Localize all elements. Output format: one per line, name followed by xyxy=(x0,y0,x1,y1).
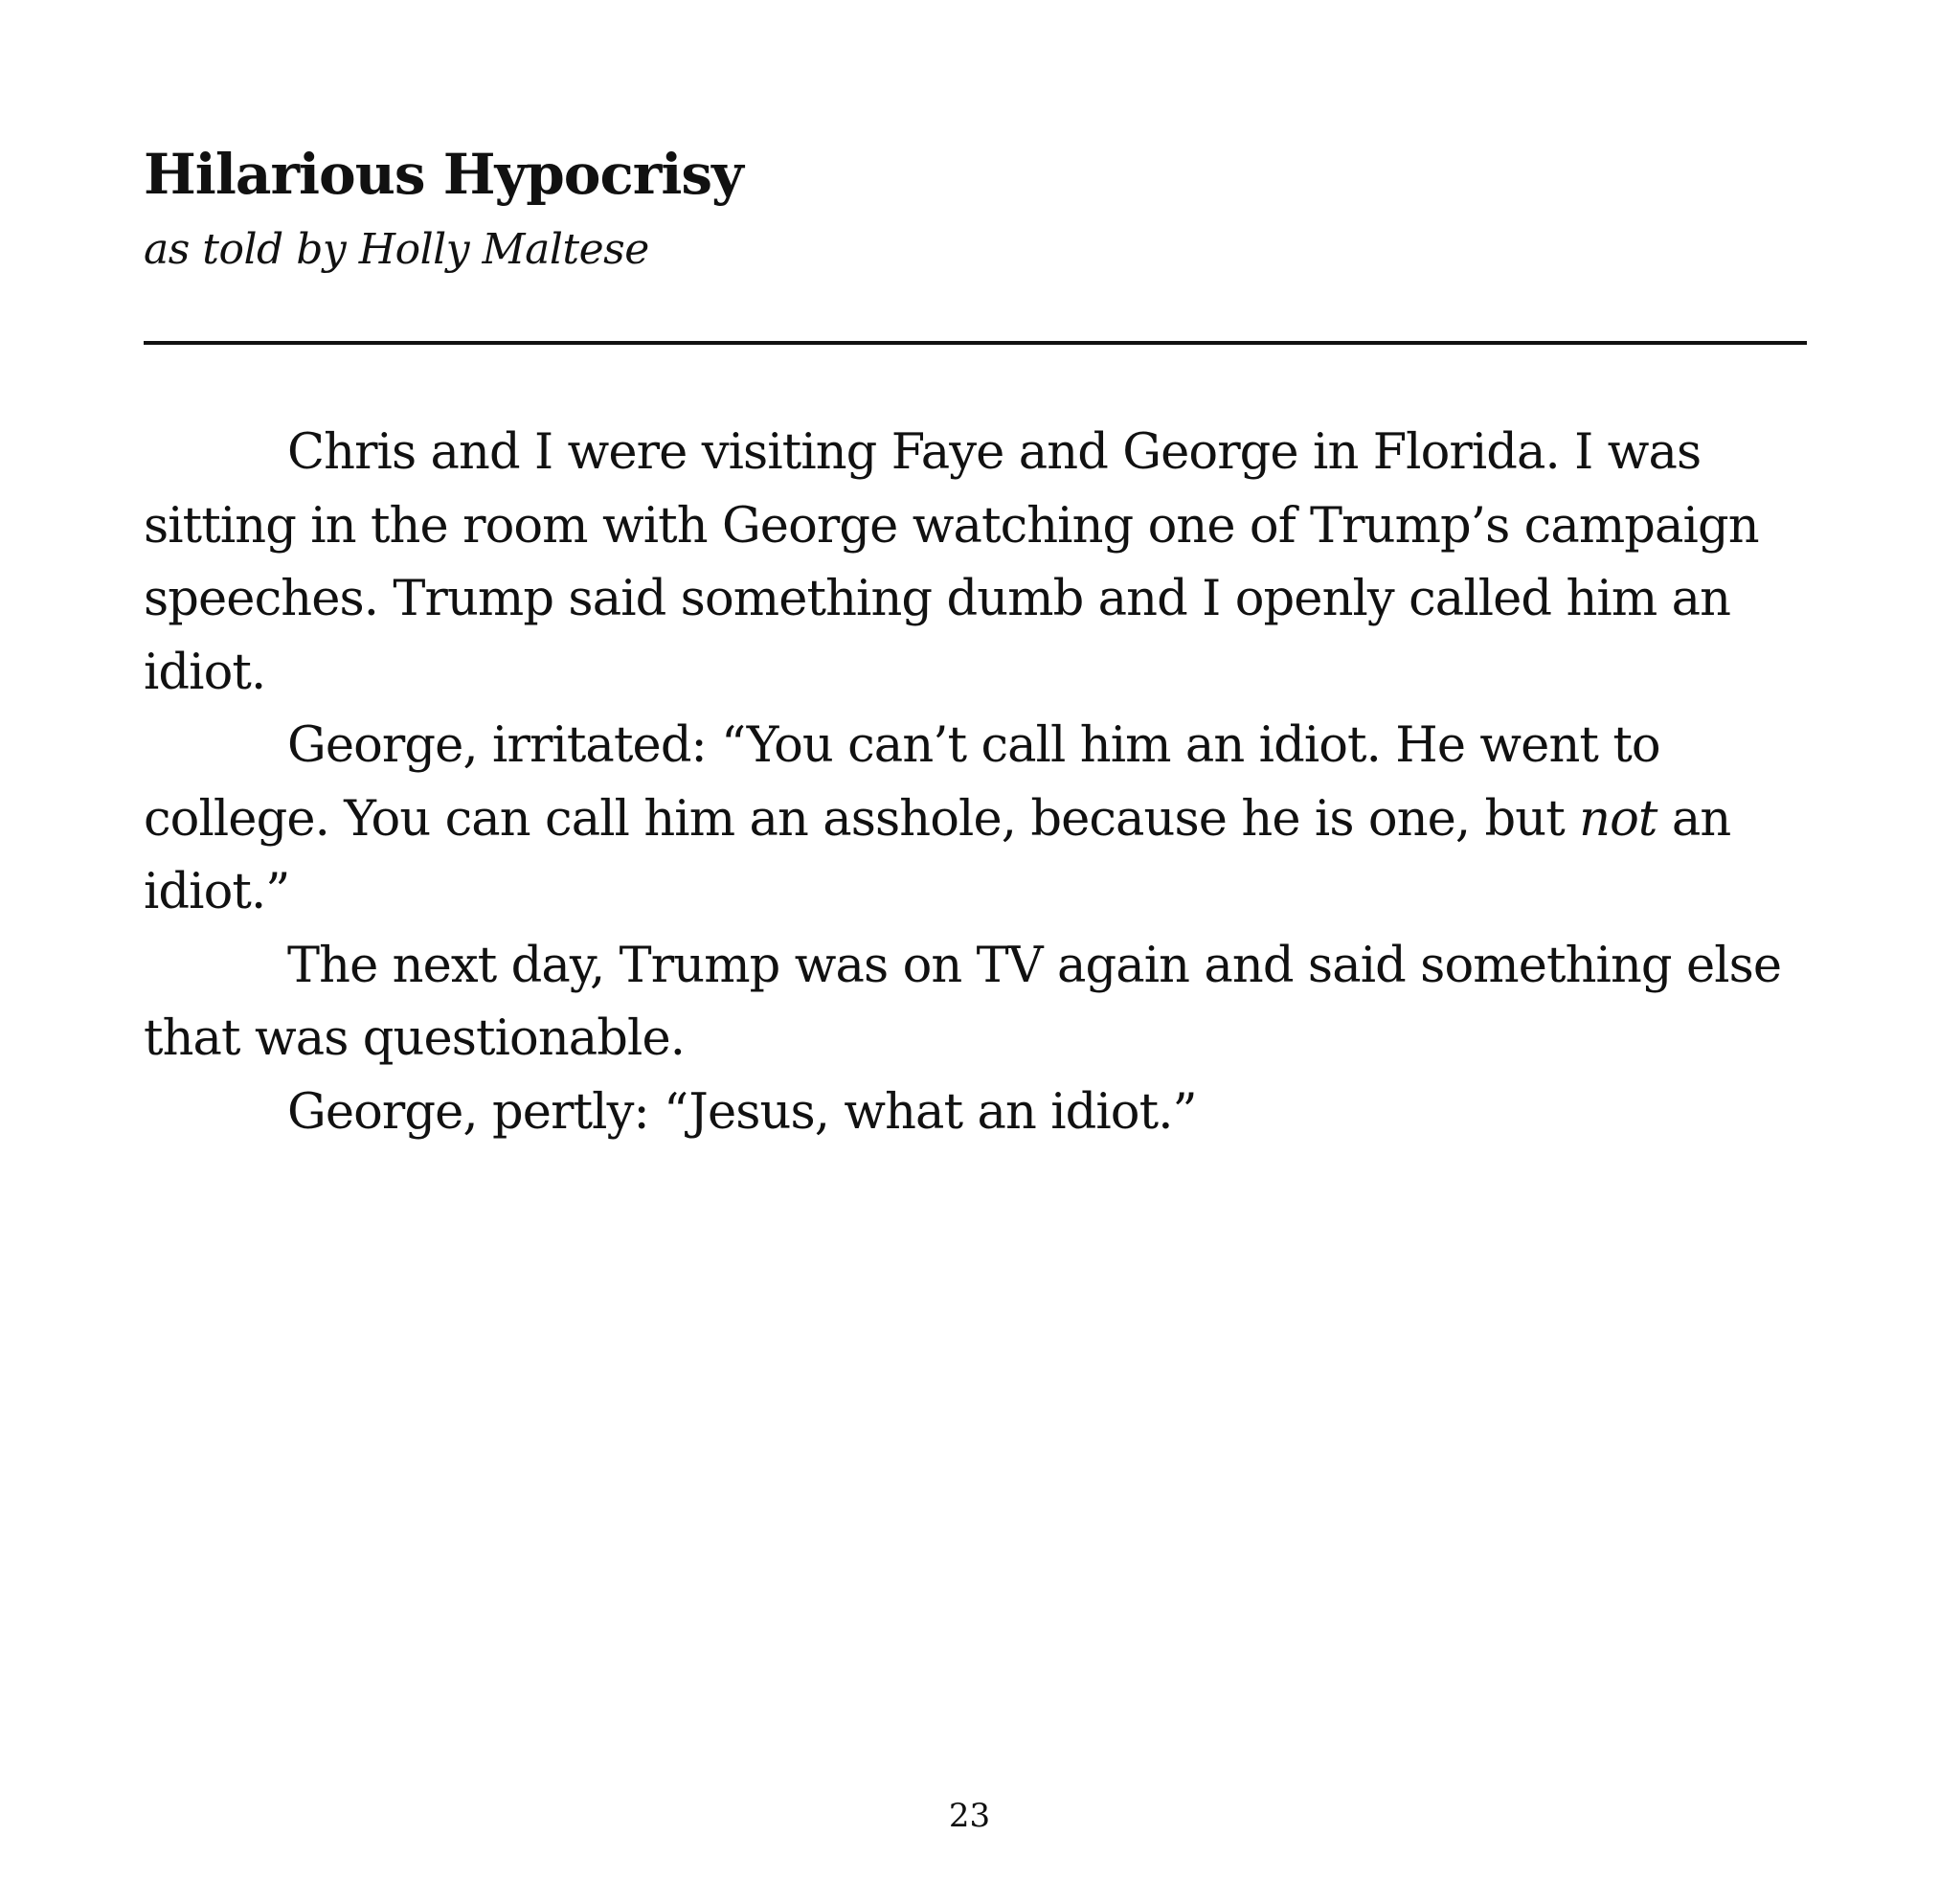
emphasized-word: not xyxy=(1579,790,1657,848)
paragraph-text: an idiot.” xyxy=(144,790,1731,920)
story-paragraph: George, pertly: “Jesus, what an idiot.” xyxy=(287,1083,1197,1141)
story-byline: as told by Holly Maltese xyxy=(144,225,649,274)
page-number: 23 xyxy=(948,1797,991,1835)
story-body xyxy=(144,417,1807,1149)
story-paragraph xyxy=(144,710,1807,930)
title-divider xyxy=(144,341,1807,345)
story-paragraph: Chris and I were visiting Faye and George in Florida. I was sitting in the room with George watching one of Trump’s campaign speeches. Trump said something dumb and I openly called him an idiot. xyxy=(144,424,1759,701)
story-paragraph: The next day, Trump was on TV again and said something else that was questionable. xyxy=(144,937,1782,1067)
paragraph-text: George, irritated: “You can’t call him an idiot. He went to college. You can call him an asshole, because he is one, but xyxy=(144,717,1660,848)
story-title: Hilarious Hypocrisy xyxy=(144,142,743,207)
